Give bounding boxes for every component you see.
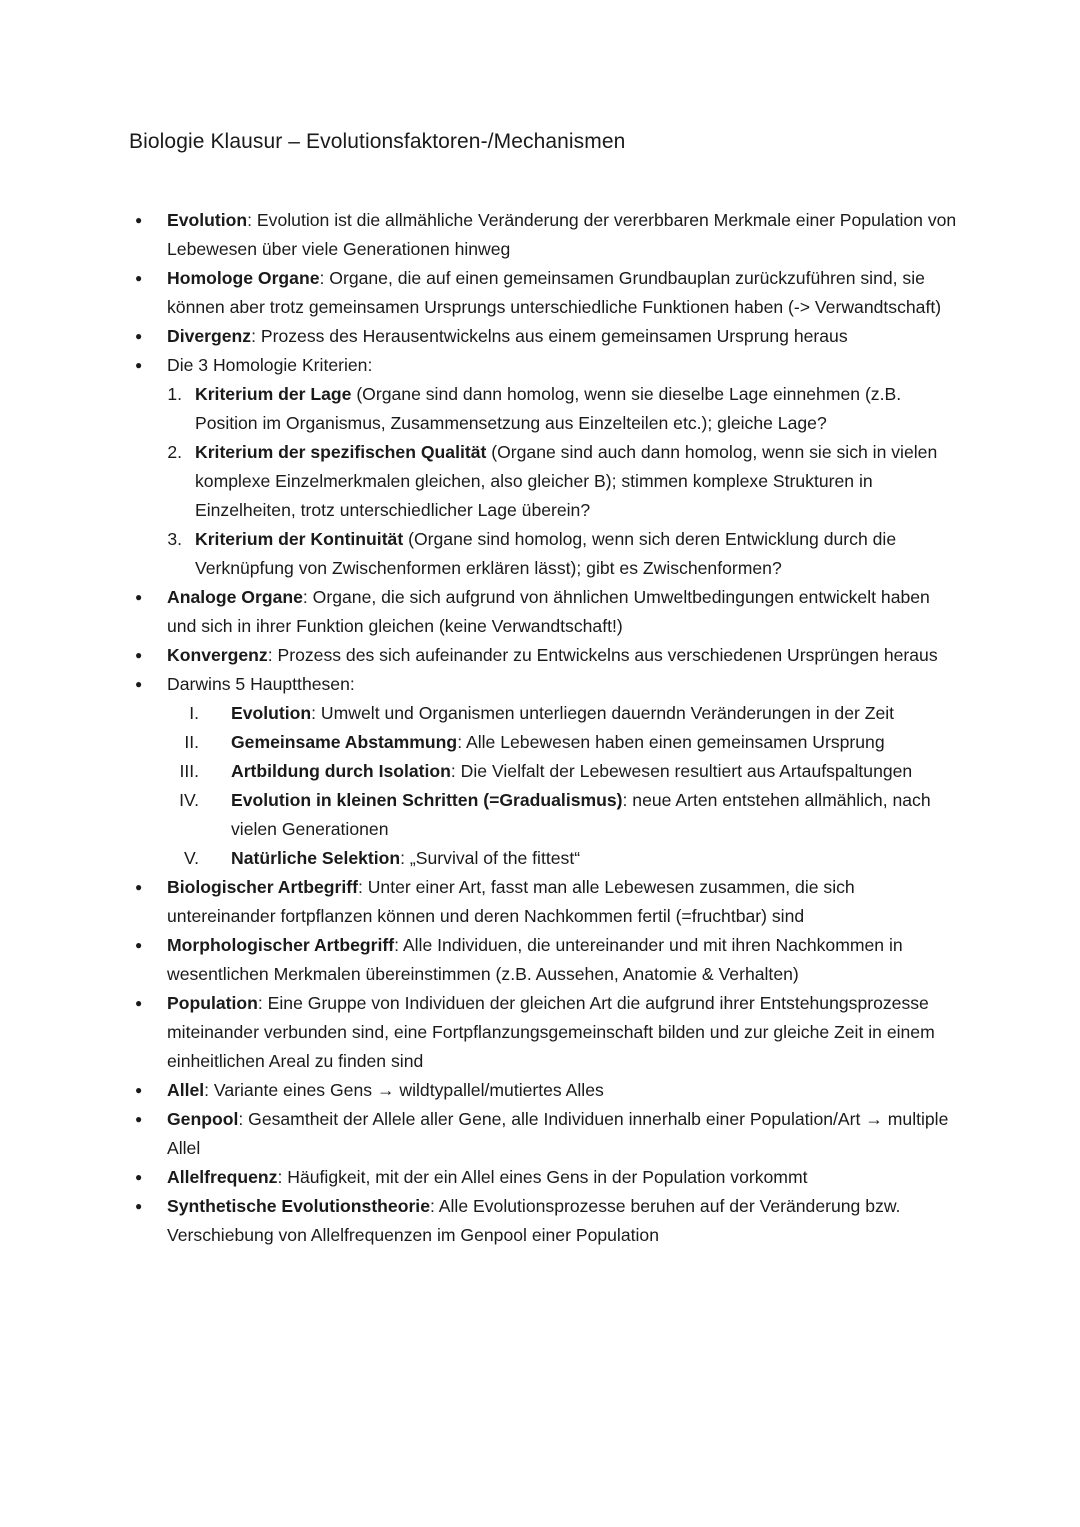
- item-number: II.: [184, 732, 199, 752]
- term: Konvergenz: [167, 645, 268, 665]
- item-number: 2.: [167, 442, 182, 462]
- list-item: [129, 322, 959, 351]
- definition: (Organe sind auch dann homolog, wenn sie sich in vielen komplexe Einzelmerkmalen gleichen, also gleicher B); stimmen komplexe Strukturen in Einzelheiten, trotz unterschiedlicher Lage überein?: [195, 442, 938, 520]
- list-item: [129, 351, 959, 380]
- term: Kriterium der Lage: [195, 384, 352, 404]
- term: Allel: [167, 1080, 205, 1100]
- definition: : Alle Individuen, die untereinander und mit ihren Nachkommen in wesentlichen Merkmalen übereinstimmen (z.B. Aussehen, Anatomie & Verhalten): [167, 935, 903, 984]
- definition: Darwins 5 Hauptthesen:: [167, 674, 355, 694]
- numbered-item: [129, 438, 959, 525]
- term: Biologischer Artbegriff: [167, 877, 358, 897]
- definition: : neue Arten entstehen allmählich, nach vielen Generationen: [231, 790, 931, 839]
- document-body: [129, 206, 959, 1250]
- term: Allelfrequenz: [167, 1167, 278, 1187]
- definition: : Evolution ist die allmähliche Veränderung der vererbbaren Merkmale einer Population von Lebewesen über viele Generationen hinweg: [167, 210, 957, 259]
- definition: : Organe, die auf einen gemeinsamen Grundbauplan zurückzuführen sind, sie können aber trotz gemeinsamen Ursprungs unterschiedliche Funktionen haben (-> Verwandtschaft): [167, 268, 942, 317]
- term: Artbildung durch Isolation: [231, 761, 451, 781]
- term: Morphologischer Artbegriff: [167, 935, 395, 955]
- term: Homologe Organe: [167, 268, 320, 288]
- definition: : Unter einer Art, fasst man alle Lebewesen zusammen, die sich untereinander fortpflanzen können und deren Nachkommen fertil (=fruchtbar) sind: [167, 877, 855, 926]
- term: Divergenz: [167, 326, 252, 346]
- item-number: III.: [179, 761, 199, 781]
- roman-item: [129, 699, 959, 728]
- term: Kriterium der Kontinuität: [195, 529, 404, 549]
- item-number: 3.: [167, 529, 182, 549]
- definition: : Häufigkeit, mit der ein Allel eines Gens in der Population vorkommt: [277, 1167, 808, 1187]
- definition: : Alle Evolutionsprozesse beruhen auf der Veränderung bzw. Verschiebung von Allelfrequenzen im Genpool einer Population: [167, 1196, 901, 1245]
- list-item: [129, 1192, 959, 1250]
- list-item: [129, 670, 959, 699]
- term: Evolution in kleinen Schritten (=Gradualismus): [231, 790, 623, 810]
- definition: : Umwelt und Organismen unterliegen dauerndn Veränderungen in der Zeit: [311, 703, 895, 723]
- term: Gemeinsame Abstammung: [231, 732, 458, 752]
- definition: : „Survival of the fittest“: [400, 848, 581, 868]
- term: Synthetische Evolutionstheorie: [167, 1196, 430, 1216]
- list-item: [129, 1076, 959, 1105]
- term: Kriterium der spezifischen Qualität: [195, 442, 487, 462]
- list-item: [129, 641, 959, 670]
- definition: : Gesamtheit der Allele aller Gene, alle Individuen innerhalb einer Population/Art → multiple Allel: [167, 1109, 949, 1158]
- term: Population: [167, 993, 258, 1013]
- definition: : Alle Lebewesen haben einen gemeinsamen Ursprung: [457, 732, 885, 752]
- numbered-item: [129, 525, 959, 583]
- term: Evolution: [167, 210, 248, 230]
- definition: Die 3 Homologie Kriterien:: [167, 355, 373, 375]
- list-item: [129, 264, 959, 322]
- term: Natürliche Selektion: [231, 848, 401, 868]
- definition: (Organe sind dann homolog, wenn sie dieselbe Lage einnehmen (z.B. Position im Organismus, Zusammensetzung aus Einzelteilen etc.); gleiche Lage?: [195, 384, 902, 433]
- definition: : Eine Gruppe von Individuen der gleichen Art die aufgrund ihrer Entstehungsprozesse miteinander verbunden sind, eine Fortpflanzungsgemeinschaft bilden und zur gleiche Zeit in einem einheitlichen Areal zu finden sind: [167, 993, 935, 1071]
- list-item: [129, 1163, 959, 1192]
- roman-item: [129, 728, 959, 757]
- definition: : Prozess des Herausentwickelns aus einem gemeinsamen Ursprung heraus: [251, 326, 848, 346]
- list-item: [129, 989, 959, 1076]
- term: Analoge Organe: [167, 587, 303, 607]
- roman-item: [129, 757, 959, 786]
- term: Evolution: [231, 703, 312, 723]
- item-number: 1.: [167, 384, 182, 404]
- list-item: [129, 583, 959, 641]
- list-item: [129, 1105, 959, 1163]
- item-number: V.: [183, 848, 199, 868]
- numbered-item: [129, 380, 959, 438]
- item-number: IV.: [179, 790, 199, 810]
- definition: : Variante eines Gens → wildtypallel/mutiertes Alles: [204, 1080, 604, 1100]
- definition: : Die Vielfalt der Lebewesen resultiert aus Artaufspaltungen: [450, 761, 913, 781]
- item-number: I.: [189, 703, 199, 723]
- roman-item: [129, 844, 959, 873]
- definition: (Organe sind homolog, wenn sich deren Entwicklung durch die Verknüpfung von Zwischenformen erklären lässt); gibt es Zwischenformen?: [195, 529, 897, 578]
- term: Genpool: [167, 1109, 239, 1129]
- list-item: [129, 873, 959, 931]
- definition: : Organe, die sich aufgrund von ähnlichen Umweltbedingungen entwickelt haben und sich in ihrer Funktion gleichen (keine Verwandtschaft!): [167, 587, 930, 636]
- definition: : Prozess des sich aufeinander zu Entwickelns aus verschiedenen Ursprüngen heraus: [267, 645, 938, 665]
- roman-item: [129, 786, 959, 844]
- list-item: [129, 931, 959, 989]
- page-title: Biologie Klausur – Evolutionsfaktoren-/Mechanismen: [129, 130, 626, 153]
- list-item: [129, 206, 959, 264]
